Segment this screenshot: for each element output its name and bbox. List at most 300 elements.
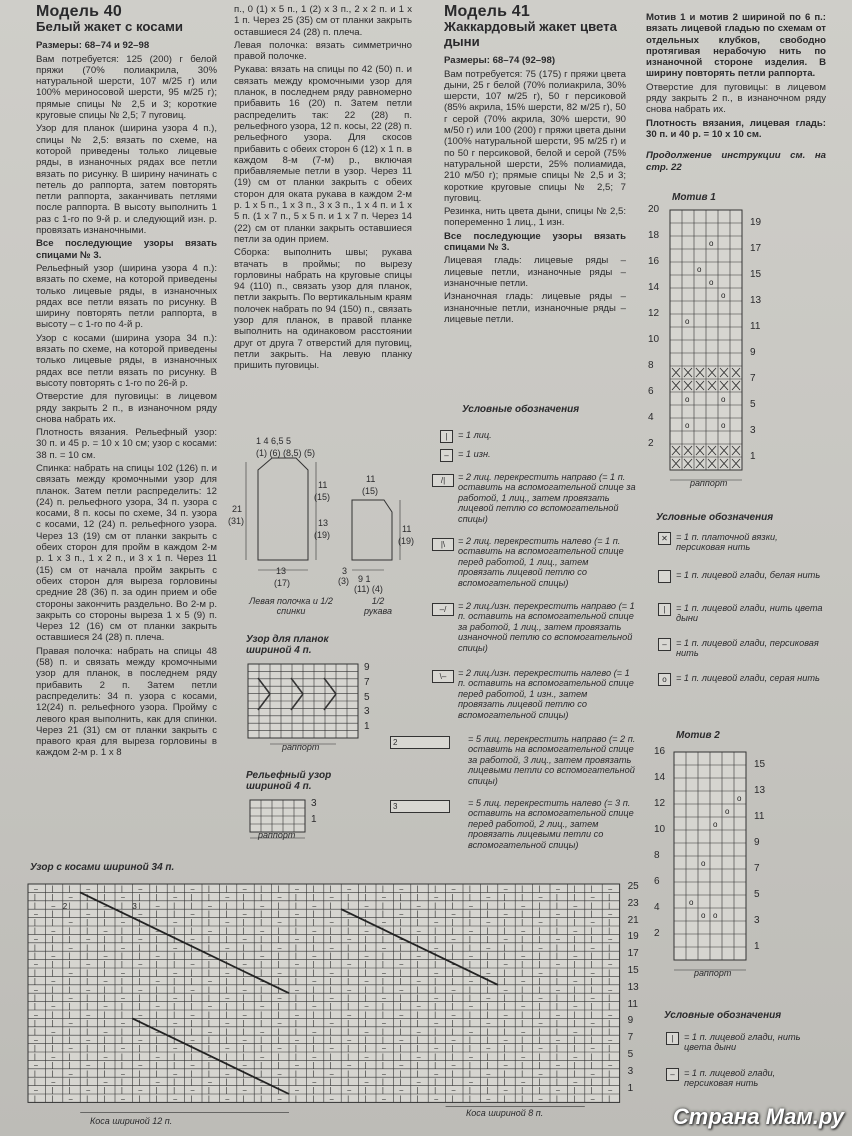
motif-legend-2: = 1 п. лицевой глади, белая нить [676, 570, 821, 580]
gauge-text: Плотность вязания. Рельефный узор: 30 п. и 45 р. = 10 x 10 см; узор с косами: 38 п. = 10 см. [36, 427, 217, 461]
svg-text:|: | [608, 1054, 611, 1061]
svg-text:|: | [382, 953, 384, 961]
svg-text:|: | [329, 1062, 332, 1070]
svg-text:o: o [709, 278, 714, 287]
cable-row-label: 13 [627, 981, 639, 993]
motif-2-left-row-label: 16 [654, 746, 666, 757]
svg-text:|: | [173, 1003, 176, 1011]
svg-text:|: | [208, 970, 210, 977]
svg-text:|: | [225, 928, 228, 935]
svg-text:|: | [399, 1003, 402, 1011]
svg-text:3: 3 [132, 902, 137, 912]
svg-text:|: | [138, 944, 141, 952]
svg-text:|: | [469, 961, 471, 969]
svg-text:|: | [34, 894, 36, 902]
cable-chart-title: Узор с косами шириной 34 п. [30, 862, 175, 873]
svg-text:|: | [277, 911, 280, 919]
svg-text:|: | [138, 894, 141, 902]
svg-text:|: | [521, 961, 524, 969]
svg-text:|: | [416, 1045, 419, 1053]
svg-text:|: | [208, 1020, 210, 1028]
svg-text:–: – [590, 970, 595, 977]
svg-text:–: – [416, 953, 421, 961]
svg-text:o: o [685, 421, 690, 430]
model-41-subtitle: Жаккардовый жакет цвета дыни [444, 19, 617, 50]
svg-text:|: | [121, 1003, 123, 1011]
motif-1-rapport: раппорт [690, 478, 728, 488]
svg-text:|: | [295, 1079, 297, 1087]
svg-text:|: | [242, 902, 245, 910]
svg-text:|: | [121, 1012, 123, 1019]
svg-text:–: – [608, 1037, 613, 1045]
svg-text:–: – [329, 970, 334, 977]
svg-text:–: – [347, 1037, 352, 1045]
svg-text:|: | [225, 1003, 228, 1011]
svg-text:–: – [34, 961, 38, 969]
svg-text:|: | [68, 902, 71, 910]
svg-text:|: | [590, 1054, 593, 1061]
svg-text:–: – [155, 953, 160, 961]
svg-text:|: | [295, 919, 297, 927]
schematic-dimension: 11 [366, 474, 376, 484]
svg-text:–: – [155, 978, 160, 986]
motif-1-right-row-label: 13 [750, 295, 762, 306]
svg-text:|: | [382, 1012, 384, 1019]
svg-text:|: | [399, 978, 402, 986]
svg-text:–: – [399, 1012, 404, 1019]
schematic-dimension: 21 [232, 504, 243, 514]
svg-text:|: | [590, 1037, 593, 1045]
svg-text:|: | [608, 1096, 611, 1103]
motif-2-left-row-label: 10 [654, 824, 666, 835]
svg-text:–: – [521, 928, 526, 935]
svg-text:|: | [486, 1054, 489, 1061]
svg-text:o: o [721, 291, 726, 300]
svg-text:|: | [364, 1045, 367, 1053]
svg-text:|: | [34, 995, 36, 1003]
sizes-41: Размеры: 68–74 (92–98) [444, 55, 556, 67]
svg-text:–: – [590, 1096, 595, 1103]
svg-text:–: – [434, 1096, 439, 1103]
svg-text:|: | [260, 886, 263, 893]
svg-text:|: | [556, 1045, 558, 1053]
svg-text:|: | [590, 1087, 593, 1095]
svg-text:–: – [469, 1079, 473, 1087]
svg-text:–: – [260, 978, 265, 986]
svg-text:|: | [608, 1045, 611, 1053]
svg-text:–: – [590, 995, 595, 1003]
svg-text:|: | [364, 1096, 367, 1103]
svg-text:|: | [242, 928, 245, 935]
svg-text:|: | [173, 1079, 176, 1087]
svg-text:|: | [451, 902, 454, 910]
svg-text:|: | [590, 1028, 593, 1036]
svg-text:|: | [486, 902, 489, 910]
svg-text:–: – [416, 928, 421, 935]
svg-text:|: | [451, 1028, 454, 1036]
svg-text:–: – [260, 1079, 265, 1087]
svg-text:|: | [416, 919, 419, 927]
svg-text:o: o [713, 820, 718, 829]
svg-text:–: – [121, 894, 125, 902]
svg-text:–: – [608, 936, 613, 944]
svg-text:–: – [590, 1070, 595, 1078]
legend-cross-left: = 2 лиц. перекрестить налево (= 1 п. оставить на вспомогательной спице перед работой, 1 лиц., затем провязать лицевой петлю со вспомогательной спицы) [458, 536, 624, 588]
svg-text:–: – [382, 944, 386, 952]
svg-text:–: – [329, 894, 334, 902]
svg-text:|: | [573, 919, 576, 927]
svg-text:|: | [242, 1003, 245, 1011]
svg-text:–: – [521, 978, 526, 986]
svg-text:–: – [608, 911, 613, 919]
svg-text:|: | [608, 944, 611, 952]
svg-text:|: | [382, 978, 384, 986]
svg-text:|: | [242, 1096, 245, 1103]
motif-1-right-row-label: 1 [750, 451, 756, 462]
svg-text:–: – [190, 1012, 195, 1019]
svg-text:–: – [556, 911, 560, 919]
svg-text:|: | [573, 1087, 576, 1095]
materials-41: Вам потребуется: 75 (175) г пряжи цвета дыни, 25 г белой (70% полиакрила, 30% шерсти, 107 м/25 г), 50 г персиковой (85% акрила, 15% шерсти, 82 м/25 г), 50 г серой (70% акрила, 30% шерсти, 90 м/50 г) или 100 (200) г пряжи цвета дыни (100% натуральной шерсти, 95 м/25 г) и по 50 г персиковой, белой и серой (75% натуральной шерсти, 25% полиамида, 210 м/50 г); прямые спицы № 2,5 и 3; короткие круговые спицы № 2,5; 7 пуговиц. [444, 68, 626, 204]
svg-text:|: | [103, 1037, 106, 1045]
svg-text:|: | [155, 1062, 158, 1070]
svg-text:|: | [277, 1054, 280, 1061]
svg-text:–: – [86, 1037, 91, 1045]
svg-text:|: | [295, 1003, 297, 1011]
svg-text:–: – [225, 919, 230, 927]
svg-text:–: – [103, 953, 108, 961]
svg-text:|: | [242, 953, 245, 961]
svg-text:–: – [155, 1054, 160, 1061]
motif-2-right-row-label: 5 [754, 889, 760, 900]
svg-text:|: | [608, 1028, 611, 1036]
svg-text:–: – [434, 1045, 439, 1053]
svg-text:–: – [486, 1020, 491, 1028]
svg-text:|: | [34, 1070, 36, 1078]
svg-text:|: | [277, 902, 280, 910]
svg-text:|: | [138, 978, 141, 986]
svg-text:|: | [434, 886, 437, 893]
svg-text:|: | [155, 936, 158, 944]
svg-text:|: | [486, 886, 489, 893]
svg-text:–: – [503, 1012, 508, 1019]
svg-text:–: – [399, 961, 404, 969]
sleeve-schematic-label: 1/2 рукава [364, 596, 392, 616]
svg-text:|: | [225, 886, 228, 893]
svg-text:|: | [434, 911, 437, 919]
band-row-label: 3 [364, 706, 370, 718]
cable-row-label: 15 [627, 965, 639, 976]
svg-text:|: | [573, 944, 576, 952]
relief-rapport: раппорт [258, 830, 296, 840]
svg-text:|: | [521, 1087, 524, 1095]
svg-text:|: | [34, 919, 36, 927]
svg-text:|: | [34, 1028, 36, 1036]
svg-text:|: | [225, 1079, 228, 1087]
svg-text:–: – [538, 894, 543, 902]
svg-text:|: | [521, 1096, 524, 1103]
svg-text:–: – [469, 902, 473, 910]
svg-text:|: | [312, 944, 315, 952]
svg-text:|: | [225, 911, 228, 919]
svg-text:|: | [68, 986, 71, 994]
svg-text:|: | [190, 928, 193, 935]
svg-text:|: | [590, 902, 593, 910]
svg-text:|: | [103, 1012, 106, 1019]
svg-text:|: | [556, 1054, 558, 1061]
cable-row-label: 11 [627, 998, 638, 1010]
svg-text:|: | [590, 1079, 593, 1087]
svg-text:|: | [451, 1045, 454, 1053]
svg-text:|: | [347, 1028, 350, 1036]
svg-text:|: | [312, 961, 315, 969]
svg-text:–: – [486, 1096, 491, 1103]
purl-peach-icon: ✕ [658, 532, 671, 545]
svg-text:|: | [68, 1062, 71, 1070]
svg-text:–: – [382, 1045, 386, 1053]
svg-text:|: | [416, 886, 419, 893]
buttonhole-text: Отверстие для пуговицы: в лицевом ряду закрыть 2 п., в изнаночном ряду снова набрать их. [36, 391, 217, 425]
svg-text:–: – [68, 1070, 73, 1078]
svg-text:–: – [242, 961, 247, 969]
svg-text:|: | [260, 936, 263, 944]
svg-text:|: | [86, 944, 89, 952]
svg-text:|: | [608, 1003, 611, 1011]
svg-text:|: | [260, 1087, 263, 1095]
svg-text:–: – [138, 1087, 143, 1095]
svg-text:–: – [103, 978, 108, 986]
svg-text:|: | [451, 1003, 454, 1011]
svg-text:–: – [277, 919, 282, 927]
svg-text:–: – [434, 1020, 439, 1028]
svg-text:–: – [173, 970, 178, 977]
relief-pattern-text: Рельефный узор (ширина узора 4 п.): вязать по схеме, на которой приведены только лицевые ряды, в изнаночных рядах все петли вязать по рисунку. В ширину повторять петли раппорта, в высоту – с 1-го по 4-й р. [36, 262, 217, 331]
svg-text:–: – [277, 1096, 282, 1103]
svg-text:|: | [399, 1054, 402, 1061]
svg-text:o: o [737, 794, 742, 803]
svg-text:–: – [573, 1003, 578, 1011]
svg-text:–: – [225, 1020, 230, 1028]
svg-text:|: | [538, 978, 541, 986]
svg-text:|: | [382, 902, 384, 910]
svg-text:|: | [34, 970, 36, 977]
svg-text:|: | [208, 894, 210, 902]
svg-text:|: | [434, 978, 437, 986]
svg-text:|: | [68, 961, 71, 969]
svg-text:|: | [486, 986, 489, 994]
svg-text:–: – [208, 928, 212, 935]
svg-text:|: | [277, 961, 280, 969]
svg-text:–: – [399, 911, 404, 919]
svg-text:|: | [608, 902, 611, 910]
svg-text:|: | [86, 919, 89, 927]
motif-1-right-row-label: 3 [750, 425, 756, 436]
schematic-dimension: (31) [228, 516, 245, 526]
svg-text:|: | [260, 970, 263, 977]
svg-text:–: – [486, 894, 491, 902]
svg-text:–: – [155, 928, 160, 935]
svg-text:–: – [295, 1062, 299, 1070]
svg-text:|: | [242, 970, 245, 977]
svg-text:–: – [451, 1012, 456, 1019]
svg-text:|: | [138, 995, 141, 1003]
svg-text:|: | [556, 919, 558, 927]
svg-text:–: – [590, 919, 595, 927]
svg-text:|: | [121, 1028, 123, 1036]
svg-text:|: | [399, 1020, 402, 1028]
svg-text:o: o [721, 421, 726, 430]
band-row-label: 5 [364, 691, 370, 703]
svg-text:|: | [329, 1079, 332, 1087]
svg-text:|: | [173, 928, 176, 935]
svg-text:|: | [34, 1020, 36, 1028]
svg-text:–: – [469, 978, 473, 986]
svg-text:–: – [277, 1020, 282, 1028]
svg-text:|: | [329, 1087, 332, 1095]
svg-text:|: | [382, 1054, 384, 1061]
motif-legend-1: = 1 п. платочной вязки, персиковая нить [676, 532, 778, 553]
svg-text:|: | [434, 1087, 437, 1095]
svg-text:–: – [295, 1012, 299, 1019]
svg-text:|: | [608, 995, 611, 1003]
svg-text:|: | [312, 1062, 315, 1070]
model-40-subtitle: Белый жакет с косами [36, 19, 183, 35]
svg-text:|: | [121, 936, 123, 944]
svg-text:–: – [364, 1054, 369, 1061]
svg-text:|: | [382, 1062, 384, 1070]
svg-text:|: | [155, 1012, 158, 1019]
svg-text:–: – [86, 886, 91, 893]
svg-text:–: – [556, 1087, 560, 1095]
svg-text:|: | [573, 936, 576, 944]
svg-text:|: | [347, 978, 350, 986]
svg-text:|: | [538, 1054, 541, 1061]
svg-text:–: – [434, 970, 439, 977]
svg-text:|: | [573, 1045, 576, 1053]
svg-text:–: – [173, 919, 178, 927]
svg-text:|: | [451, 1070, 454, 1078]
svg-text:–: – [347, 1087, 352, 1095]
svg-text:|: | [329, 1003, 332, 1011]
svg-text:|: | [434, 953, 437, 961]
rib-text: Резинка, нить цвета дыни, спицы № 2,5: попеременно 1 лиц., 1 изн. [444, 206, 626, 229]
svg-text:|: | [138, 1028, 141, 1036]
svg-text:|: | [295, 1054, 297, 1061]
svg-text:|: | [121, 928, 123, 935]
svg-text:–: – [486, 970, 491, 977]
svg-text:|: | [173, 886, 176, 893]
svg-text:–: – [103, 1028, 108, 1036]
motif-1-left-row-label: 16 [648, 256, 660, 267]
svg-text:|: | [434, 1054, 437, 1061]
svg-text:|: | [208, 1087, 210, 1095]
svg-text:–: – [190, 936, 195, 944]
svg-text:–: – [173, 995, 178, 1003]
motif-2-right-row-label: 9 [754, 837, 760, 848]
svg-text:|: | [51, 1096, 54, 1103]
svg-text:–: – [225, 894, 230, 902]
svg-text:–: – [382, 995, 386, 1003]
svg-text:–: – [503, 936, 508, 944]
svg-text:–: – [503, 986, 508, 994]
svg-text:|: | [364, 1070, 367, 1078]
svg-text:|: | [86, 970, 89, 977]
svg-text:|: | [51, 1045, 54, 1053]
svg-text:|: | [138, 919, 141, 927]
svg-text:|: | [242, 1054, 245, 1061]
svg-text:|: | [434, 986, 437, 994]
svg-text:–: – [486, 944, 491, 952]
svg-text:|: | [51, 970, 54, 977]
svg-text:–: – [399, 936, 404, 944]
svg-text:|: | [121, 911, 123, 919]
svg-text:|: | [242, 995, 245, 1003]
svg-text:|: | [121, 978, 123, 986]
svg-text:|: | [590, 1012, 593, 1019]
band-rapport: раппорт [282, 742, 320, 752]
svg-text:|: | [260, 1045, 263, 1053]
svg-text:|: | [364, 1012, 367, 1019]
svg-text:|: | [121, 902, 123, 910]
svg-text:–: – [312, 1054, 317, 1061]
band-row-label: 7 [364, 676, 370, 688]
svg-text:–: – [469, 953, 473, 961]
svg-text:|: | [590, 1062, 593, 1070]
svg-text:–: – [364, 1079, 369, 1087]
svg-text:|: | [434, 961, 437, 969]
legend-purl: = 1 изн. [458, 449, 491, 459]
svg-text:–: – [329, 995, 334, 1003]
svg-text:|: | [538, 953, 541, 961]
svg-text:|: | [208, 936, 210, 944]
svg-text:–: – [590, 1020, 595, 1028]
svg-text:|: | [434, 902, 437, 910]
svg-text:|: | [260, 1070, 263, 1078]
svg-text:|: | [329, 961, 332, 969]
motif-2-right-row-label: 13 [754, 785, 766, 796]
svg-text:|: | [103, 936, 106, 944]
svg-text:–: – [486, 995, 491, 1003]
svg-text:–: – [51, 1054, 56, 1061]
svg-text:|: | [173, 986, 176, 994]
peach-stitch-2-icon: – [666, 1068, 679, 1081]
svg-text:|: | [277, 928, 280, 935]
motif-1-left-row-label: 18 [648, 230, 660, 241]
svg-text:|: | [382, 1037, 384, 1045]
svg-text:|: | [173, 953, 176, 961]
svg-text:|: | [573, 886, 576, 893]
svg-text:–: – [68, 1020, 73, 1028]
svg-text:–: – [312, 902, 317, 910]
svg-text:|: | [503, 1045, 506, 1053]
svg-text:|: | [503, 928, 506, 935]
svg-text:|: | [347, 1003, 350, 1011]
svg-text:–: – [382, 894, 386, 902]
svg-text:–: – [260, 902, 265, 910]
svg-text:|: | [260, 944, 263, 952]
svg-text:–: – [538, 995, 543, 1003]
svg-text:|: | [451, 894, 454, 902]
band-row-label: 9 [364, 662, 370, 673]
svg-text:–: – [242, 1012, 247, 1019]
svg-text:o: o [701, 859, 706, 868]
svg-text:–: – [34, 936, 38, 944]
svg-text:|: | [277, 1003, 280, 1011]
melon-stitch-icon: | [658, 603, 671, 616]
site-watermark: Страна Мам.ру [672, 1104, 844, 1129]
svg-text:|: | [121, 986, 123, 994]
svg-text:|: | [329, 1028, 332, 1036]
